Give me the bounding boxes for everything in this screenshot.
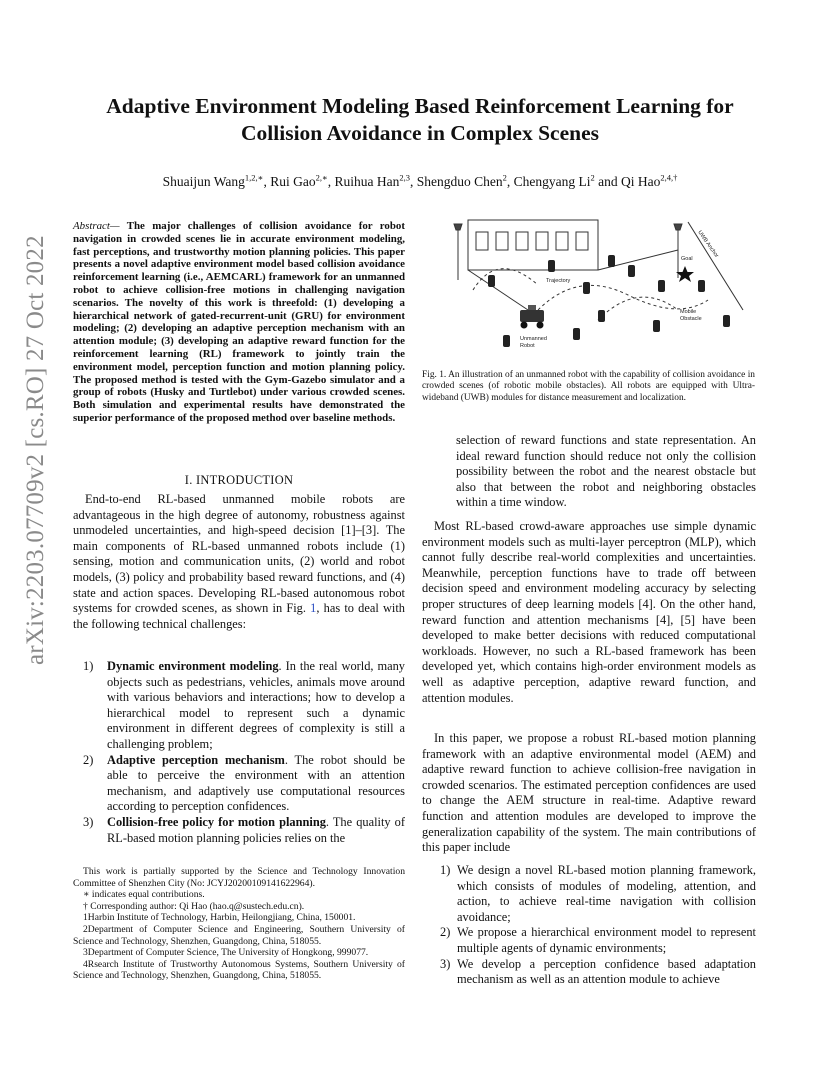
author-list [70,172,770,190]
mobile-obstacle-robot-icon [598,310,605,322]
author: Shengduo Chen$^2$, [416,172,514,189]
figure-reference-link[interactable]: 1 [310,601,317,616]
footnote: 1Harbin Institute of Technology, Harbin, Heilongjiang, China, 150001. [83,912,356,924]
mobile-obstacle-robot-icon [723,315,730,327]
section-heading: I. INTRODUCTION [184,473,294,487]
figure-caption: Fig. 1. An illustration of an unmanned robot with the capability of collision avoidance in crowded scenes (of robotic mobile obstacles). All robots are equipped with Ultra-wideband (UWB) modules for distance measurement and localization. [422,370,755,403]
street-lamp-icon [454,224,462,280]
unmanned-robot-label: Unmanned [520,336,547,342]
mobile-obstacle-robot-icon [503,335,510,347]
body-paragraph: Most RL-based crowd-aware approaches use simple dynamic environment models such as multi-layer perceptron (MLP), which cannot fully describe real-world complexities and uncertainties. Meanwhile, perception functions have to trade off between decision speed and environment modeling accuracy by selecting proper structures of deep learning models [4]. On the other hand, reward function and attention mechanisms [4], [5] have been developed to make better decisions with reduced computational workloads. However, no such a RL-based framework has been developed yet, which contains high-order environment models as well as adaptive perception, adaptive reward function, and attention modules. [422,519,756,705]
title-line-2: Collision Avoidance in Complex Scenes [241,121,599,145]
goal-label: Goal [681,256,693,262]
mobile-obstacle-robot-icon [658,280,665,292]
mobile-obstacle-robot-icon [548,260,555,272]
footnote: 4Rsearch Institute of Trustworthy Autonomous Systems, Southern University of Science and Technology, Shenzhen, Guangdong, China, 518055. [73,958,405,982]
author: Rui Gao$^{2,∗}$, [270,172,335,189]
list-item: 1) Dynamic environment modeling. In the real world, many objects such as pedestrians, vehicles, animals move around with various behaviors and interactions; how to develop a hierarchical model to represent such a dynamic environment in different degrees of complexity is still a challenging problem; [83,659,405,751]
footnote: 2Department of Computer Science and Engineering, Southern University of Science and Technology, Shenzhen, Guangdong, China, 518055. [73,923,405,947]
list-item: 2) We propose a hierarchical environment model to represent multiple agents of dynamic environments; [440,925,756,955]
list-item: 1) We design a novel RL-based motion planning framework, which consists of modules of modeling, attention, and action, to achieve real-time navigation with collision avoidance; [440,863,756,924]
list-item: 3) Collision-free policy for motion planning. The quality of RL-based motion planning policies relies on the [83,814,406,845]
title-line-1: Adaptive Environment Modeling Based Reinforcement Learning for [106,94,734,118]
footnote: † Corresponding author: Qi Hao (hao.q@sustech.edu.cn). [83,900,305,912]
author: Qi Hao$^{2,4,\dagger}$ [620,172,678,189]
footnote: 3Department of Computer Science, The University of Hongkong, 999077. [83,947,369,959]
mobile-obstacle-robot-icon [608,255,615,267]
mobile-obstacle-robot-icon [628,265,635,277]
right-column-continuation: selection of reward functions and state representation. An ideal reward function should reduce not only the collision possibility between the robot and the nearest obstacle but also that between the robot and neighboring obstacles within a time window. [456,433,756,510]
mobile-obstacle-robot-icon [698,280,705,292]
author: Ruihua Han$^{2,3}$, [334,172,417,189]
unmanned-robot-icon [520,305,544,329]
goal-star-icon [676,266,694,282]
list-item: 3) We develop a perception confidence based adaptation mechanism as well as an attention module to achieve [440,956,756,987]
paper-title [70,93,770,147]
abstract [73,220,405,425]
mobile-obstacle-label: Obstacle [680,316,702,322]
footnotes [73,866,405,982]
abstract-text: The major challenges of collision avoidance for robot navigation in crowded scenes lie in accurate environment modeling, fast perceptions, and trustworthy motion planning policies. This paper presents a novel adaptive environment model based collision avoidance reinforcement learning (i.e., AEMCARL) framework for an unmanned robot to achieve collision-free motions in challenging navigation scenarios. The novelty of this work is threefold: (1) developing a hierarchical network of gated-recurrent-unit (GRU) for environment modeling; (2) developing an adaptive perception mechanism with an attention module; (3) developing an adaptive reward function for the reinforcement learning (RL) framework to jointly train the environment model, perception function and motion planning policy. The proposed method is tested with the Gym-Gazebo simulator and a group of robots (Husky and Turtlebot) under various crowded scenes. Both simulation and experimental results have demonstrated the superior performance of the proposed method over baseline methods. [73,220,405,424]
arxiv-identifier: arXiv:2203.07709v2 [cs.RO] 27 Oct 2022 [22,235,49,665]
author: Chengyang Li$^2$ and [513,172,621,189]
uwb-anchor-label: UWB Anchor [696,229,720,259]
unmanned-robot-label: Robot [520,343,535,349]
footnote: This work is partially supported by the Science and Technology Innovation Committee of Shenzhen City (No: JCYJ20200109141622964). [73,866,405,889]
contributions-list [422,863,756,988]
mobile-obstacle-robot-icon [583,282,590,294]
abstract-label: Abstract— [73,220,120,232]
mobile-obstacle-robot-icon [573,328,580,340]
mobile-obstacle-label: Mobile [680,309,697,315]
trajectory-label: Trajectory [546,278,571,284]
list-item: 2) Adaptive perception mechanism. The robot should be able to perceive the environment with an attention mechanism, and adaptively use computational resources according to perception confidences. [83,752,405,814]
body-paragraph: In this paper, we propose a robust RL-based motion planning framework with an adaptive environmental model (AEM) and adaptive reward function to achieve collision-free navigation in crowded scenarios. The estimated perception confidences are used to change the AEM structure in real-time. Adaptive reward function and attention modules are developed to improve the generalization capability of the system. The main contributions of this paper include [422,731,756,855]
author: Shuaijun Wang$^{1,2,∗}$, [162,172,271,189]
challenges-list [73,659,405,846]
mobile-obstacle-robot-icon [653,320,660,332]
footnote: ∗ indicates equal contributions. [83,889,205,901]
building-icon [468,220,678,310]
intro-paragraph: End-to-end RL-based unmanned mobile robots are advantageous in the high degree of autonomy, robustness against unmodeled uncertainties, and high-speed decision [1]–[3]. The main components of RL-based unmanned robots include (1) sensing, motion and communication units, (2) world and robot models, (3) policy and probability based reward functions, and (4) state and action spaces. Developing RL-based autonomous robot systems for crowded scenes, as shown in Fig. 1, has to deal with the following technical challenges: [73,492,405,631]
mobile-obstacle-robot-icon [488,275,495,287]
figure-1-illustration [448,210,748,360]
